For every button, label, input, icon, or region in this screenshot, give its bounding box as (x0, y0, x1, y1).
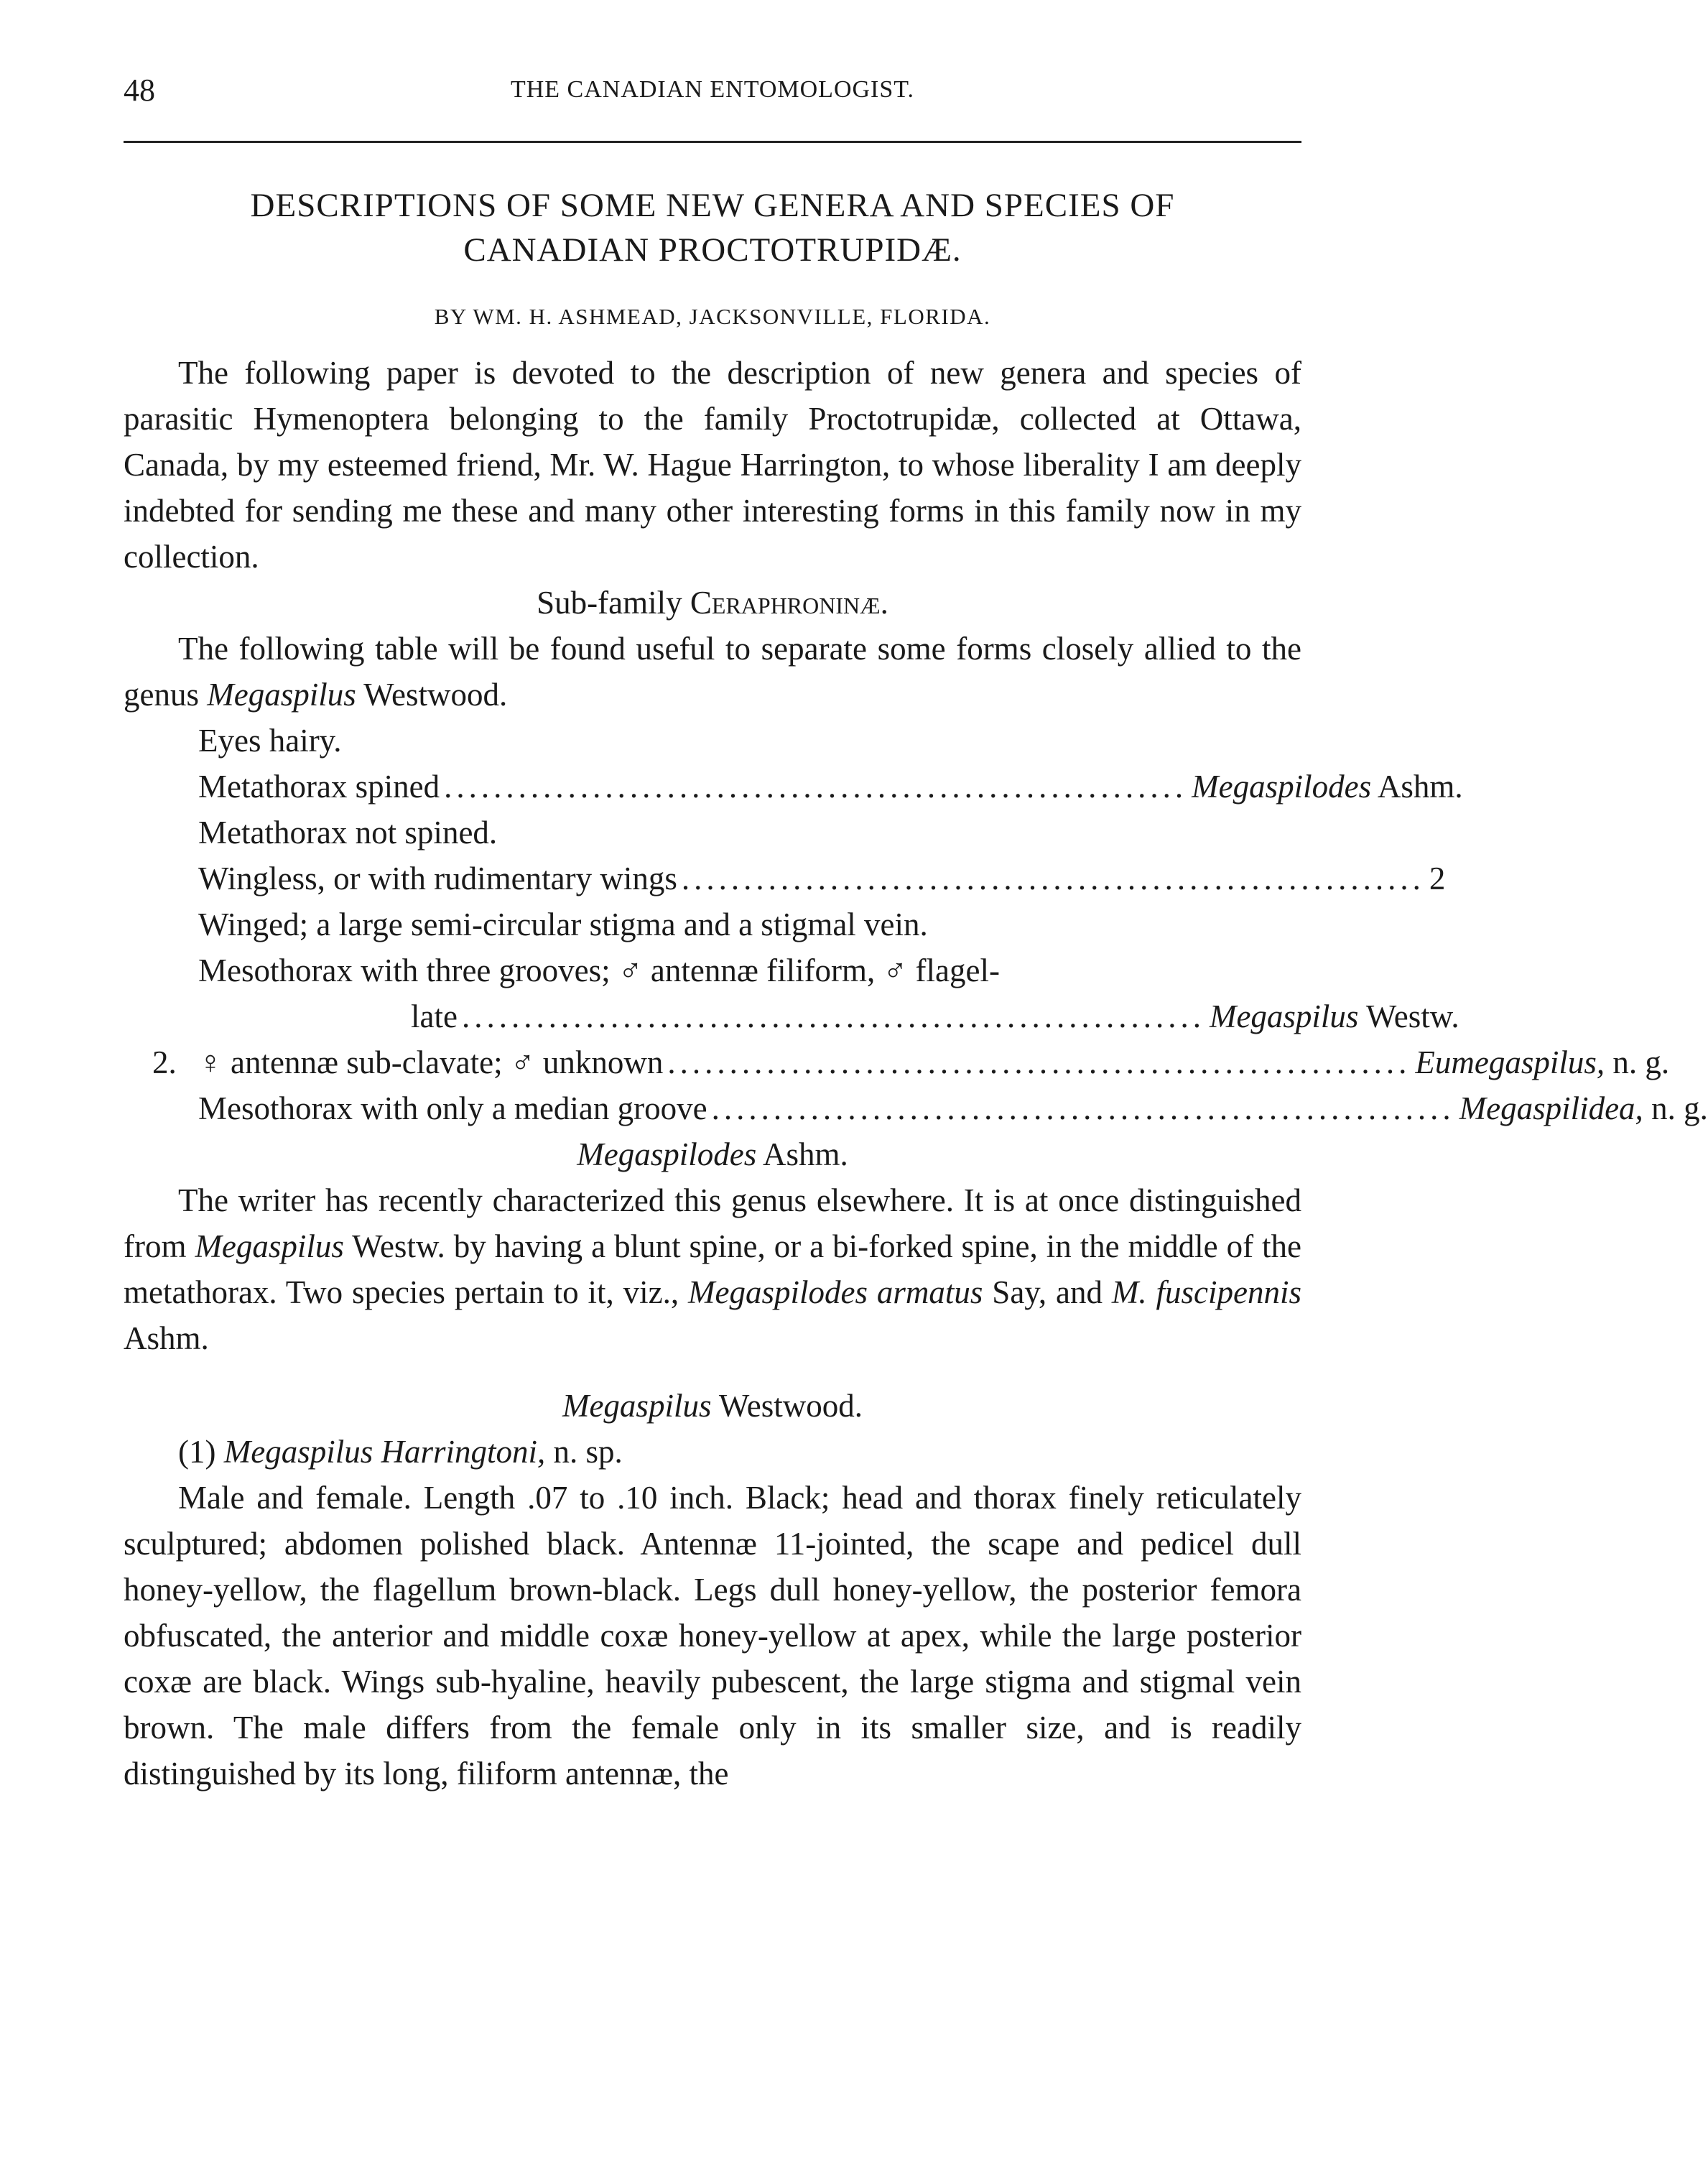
key-line-text: Wingless, or with rudimentary wings (198, 861, 677, 896)
megaspilodes-paragraph (124, 1177, 1301, 1361)
text-run: Ashm. (124, 1320, 209, 1356)
genus-name: Megaspilus (562, 1388, 712, 1424)
key-line: Eyes hairy. (198, 723, 342, 759)
key-line: Winged; a large semi-circular stigma and a stigmal vein. (198, 907, 928, 942)
journal-title: THE CANADIAN ENTOMOLOGIST. (510, 76, 915, 103)
leader-dots: ............................................................ (461, 998, 1205, 1034)
key-line (124, 1039, 1670, 1085)
genus-author: Westwood. (711, 1388, 863, 1424)
key-taxon: Megaspilodes (1192, 769, 1372, 805)
species-status: n. sp. (545, 1434, 623, 1470)
key-line-text: Mesothorax with only a median groove (198, 1090, 707, 1126)
leader-dots: ............................................................ (667, 1044, 1411, 1080)
species-description: Male and female. Length .07 to .10 inch. Black; head and thorax finely reticulately sculptured; abdomen polished black. Antennæ 11-jointed, the scape and pedicel dull honey-yellow, the flagellum brown-black. Legs dull honey-yellow, the posterior femora obfuscated, the anterior and middle coxæ honey-yellow at apex, while the large posterior coxæ are black. Wings sub-hyaline, heavily pubescent, the large stigma and stigmal vein brown. The male differs from the female only in its smaller size, and is readily distinguished by its long, filiform antennæ, the (124, 1480, 1301, 1791)
page-number: 48 (124, 73, 155, 108)
running-head (124, 72, 1301, 115)
key-result (1415, 1039, 1669, 1085)
table-intro-genus: Megaspilus (207, 677, 356, 713)
table-intro-text: The following table will be found useful to separate some forms closely allied to the genus (124, 631, 1301, 713)
key-authority: Ashm. (1371, 769, 1463, 805)
key-line (124, 764, 1463, 810)
key-line-text: late (411, 998, 458, 1034)
key-line-text: ♀ antennæ sub-clavate; ♂ unknown (198, 1044, 664, 1080)
species-name: Megaspilus Harringtoni, (223, 1434, 546, 1470)
key-authority: n. g. (1605, 1044, 1670, 1080)
page (124, 72, 1708, 1797)
key-couplet-number: 2. (152, 1044, 177, 1080)
article-title-line-1: DESCRIPTIONS OF SOME NEW GENERA AND SPECIES OF (250, 187, 1175, 224)
key-line (124, 856, 1446, 901)
key-taxon: Eumegaspilus, (1415, 1044, 1605, 1080)
key-line (124, 993, 1459, 1039)
key-line: Metathorax not spined. (198, 815, 498, 850)
intro-paragraph: The following paper is devoted to the description of new genera and species of parasitic Hymenoptera belonging to the family Proctotrupidæ, collected at Ottawa, Canada, by my esteemed friend, Mr. W. Hague Harrington, to whose liberality I am deeply indebted for sending me these and many other interesting forms in this family now in my collection. (124, 355, 1301, 575)
key-line-text: Metathorax spined (198, 769, 440, 805)
text-run: The writer has recently characterized this genus elsewhere. It is at once distinguished from (124, 1182, 1301, 1264)
key-result (1210, 993, 1459, 1039)
key-authority: n. g. (1643, 1090, 1708, 1126)
key-taxon: Megaspilus (1209, 998, 1359, 1034)
key-authority: Westw. (1358, 998, 1459, 1034)
leader-dots: ............................................................ (711, 1090, 1455, 1126)
key-line (124, 1085, 1708, 1131)
key-couplet-ref: 2 (1429, 861, 1446, 896)
taxon-name: M. fuscipennis (1111, 1274, 1301, 1310)
genus-heading-megaspilodes (124, 1131, 1301, 1177)
article-title-line-2: CANADIAN PROCTOTRUPIDÆ. (463, 231, 962, 269)
header-rule (124, 141, 1301, 143)
identification-key (124, 718, 1708, 1131)
text-run: Say, and (983, 1274, 1112, 1310)
species-number: (1) (178, 1434, 224, 1470)
genus-author: Ashm. (756, 1136, 848, 1172)
genus-name: Megaspilodes (577, 1136, 757, 1172)
subfamily-heading (124, 580, 1301, 626)
key-taxon: Megaspilidea, (1459, 1090, 1643, 1126)
taxon-name: Megaspilodes armatus (688, 1274, 983, 1310)
species-heading (124, 1429, 1301, 1475)
subfamily-name: Ceraphroninæ. (690, 585, 888, 621)
article-title (124, 183, 1301, 272)
key-result (1192, 764, 1463, 810)
text-run: Westw. by having a blunt spine, or a bi-forked spine, in the middle of the metathorax. Two species pertain to it, viz., (124, 1228, 1301, 1310)
subfamily-prefix: Sub-family (537, 585, 690, 621)
table-intro-after: Westwood. (356, 677, 508, 713)
table-intro (124, 626, 1301, 718)
key-line: Mesothorax with three grooves; ♂ antennæ filiform, ♂ flagel- (198, 952, 1000, 988)
genus-heading-megaspilus (124, 1383, 1301, 1429)
taxon-name: Megaspilus (195, 1228, 344, 1264)
leader-dots: ............................................................ (444, 769, 1188, 805)
leader-dots: ............................................................ (681, 861, 1425, 896)
byline: BY WM. H. ASHMEAD, JACKSONVILLE, FLORIDA. (434, 304, 991, 329)
key-result (1459, 1085, 1708, 1131)
